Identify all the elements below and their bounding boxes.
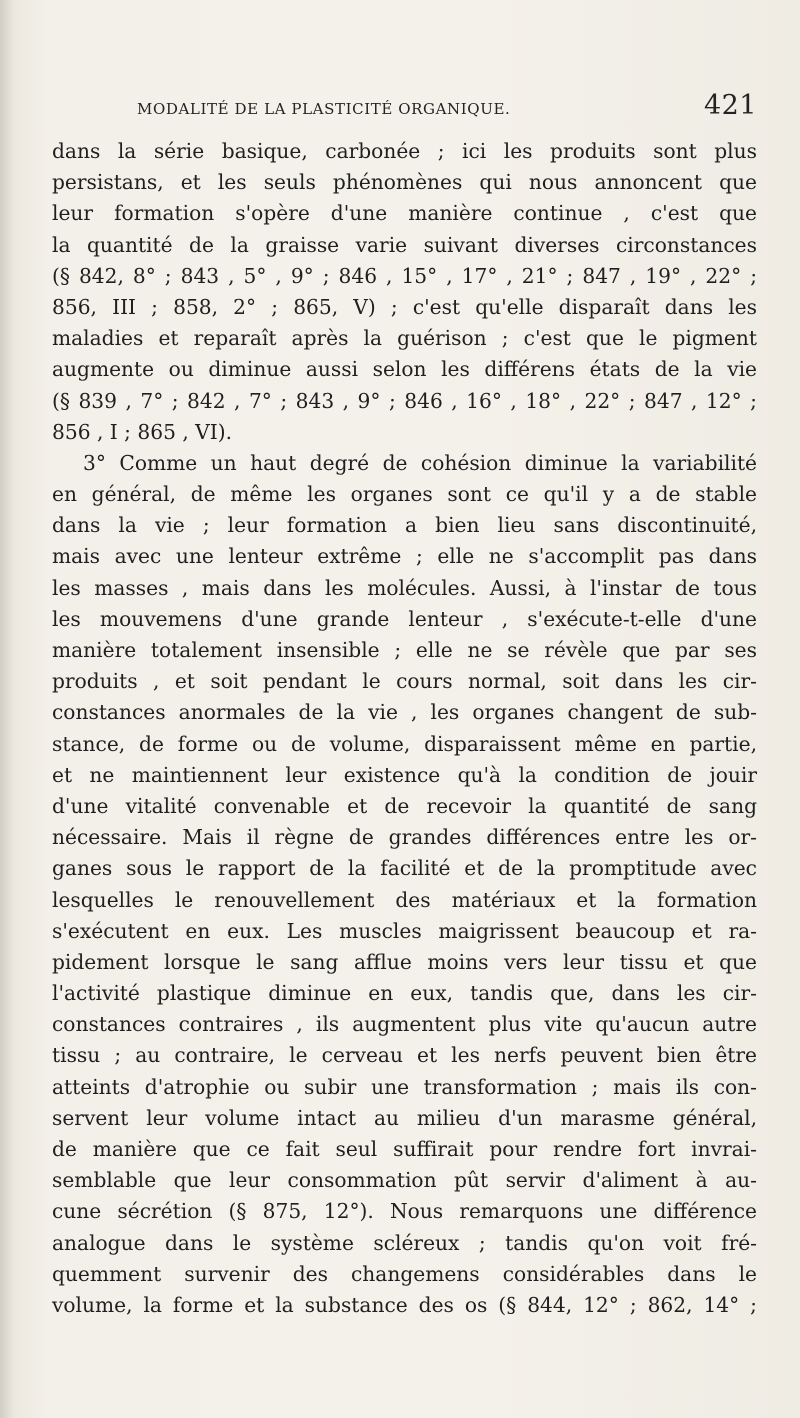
text-line: les masses , mais dans les molécules. Aussi, à l'instar de tous <box>52 575 757 600</box>
page-gutter-shadow <box>0 0 14 1418</box>
text-line: tissu ; au contraire, le cerveau et les nerfs peuvent bien être <box>52 1043 757 1068</box>
text-line: volume, la forme et la substance des os (§ 844, 12° ; 862, 14° ; <box>52 1292 757 1317</box>
text-line: analogue dans le système scléreux ; tandis qu'on voit fré- <box>52 1230 757 1255</box>
text-line: lesquelles le renouvellement des matériaux et la formation <box>52 887 757 912</box>
text-line: semblable que leur consommation pût servir d'aliment à au- <box>52 1168 757 1193</box>
text-line: (§ 839 , 7° ; 842 , 7° ; 843 , 9° ; 846 , 16° , 18° , 22° ; 847 , 12° ; <box>52 388 757 413</box>
text-line: dans la vie ; leur formation a bien lieu sans discontinuité, <box>52 513 757 538</box>
text-line: dans la série basique, carbonée ; ici les produits sont plus <box>52 139 757 163</box>
text-line: de manière que ce fait seul suffirait pour rendre fort invrai- <box>52 1137 757 1161</box>
text-line: la quantité de la graisse varie suivant diverses circonstances <box>52 232 757 257</box>
page-header <box>137 86 757 126</box>
text-line: manière totalement insensible ; elle ne se révèle que par ses <box>52 638 757 662</box>
text-line: nécessaire. Mais il règne de grandes différences entre les or- <box>52 825 757 850</box>
text-line: 856, III ; 858, 2° ; 865, V) ; c'est qu'elle disparaît dans les <box>52 294 757 319</box>
text-line: constances contraires , ils augmentent plus vite qu'aucun autre <box>52 1012 757 1037</box>
text-line: augmente ou diminue aussi selon les différens états de la vie <box>52 357 757 382</box>
text-line: persistans, et les seuls phénomènes qui nous annoncent que <box>52 170 757 195</box>
text-line: d'une vitalité convenable et de recevoir la quantité de sang <box>52 793 757 818</box>
text-line: s'exécutent en eux. Les muscles maigrissent beaucoup et ra- <box>52 918 757 943</box>
text-line: (§ 842, 8° ; 843 , 5° , 9° ; 846 , 15° , 17° , 21° ; 847 , 19° , 22° ; <box>52 263 757 288</box>
text-line: atteints d'atrophie ou subir une transformation ; mais ils con- <box>52 1074 757 1099</box>
text-line: pidement lorsque le sang afflue moins vers leur tissu et que <box>52 949 757 974</box>
text-line: leur formation s'opère d'une manière continue , c'est que <box>52 201 757 226</box>
text-line: les mouvemens d'une grande lenteur , s'exécute-t-elle d'une <box>52 606 757 631</box>
paragraph-start-line: 3° Comme un haut degré de cohésion diminue la variabilité <box>83 450 757 475</box>
paragraph-end-line: 856 , I ; 865 , VI). <box>52 419 233 444</box>
body-text <box>52 136 757 1321</box>
text-line: mais avec une lenteur extrême ; elle ne s'accomplit pas dans <box>52 544 757 569</box>
text-line: l'activité plastique diminue en eux, tandis que, dans les cir- <box>52 981 757 1006</box>
text-line: cune sécrétion (§ 875, 12°). Nous remarquons une différence <box>52 1199 757 1224</box>
text-line: maladies et reparaît après la guérison ; c'est que le pigment <box>52 326 757 351</box>
running-head: MODALITÉ DE LA PLASTICITÉ ORGANIQUE. <box>137 100 511 118</box>
page-number: 421 <box>703 90 757 121</box>
text-line: stance, de forme ou de volume, disparaissent même en partie, <box>52 731 757 756</box>
text-line: constances anormales de la vie , les organes changent de sub- <box>52 700 757 725</box>
text-line: ganes sous le rapport de la facilité et de la promptitude avec <box>52 856 757 881</box>
text-line: en général, de même les organes sont ce qu'il y a de stable <box>52 482 757 507</box>
text-line: produits , et soit pendant le cours normal, soit dans les cir- <box>52 669 757 694</box>
text-line: et ne maintiennent leur existence qu'à la condition de jouir <box>52 762 757 787</box>
text-line: servent leur volume intact au milieu d'un marasme général, <box>52 1105 757 1130</box>
text-line: quemment survenir des changemens considérables dans le <box>52 1261 757 1286</box>
